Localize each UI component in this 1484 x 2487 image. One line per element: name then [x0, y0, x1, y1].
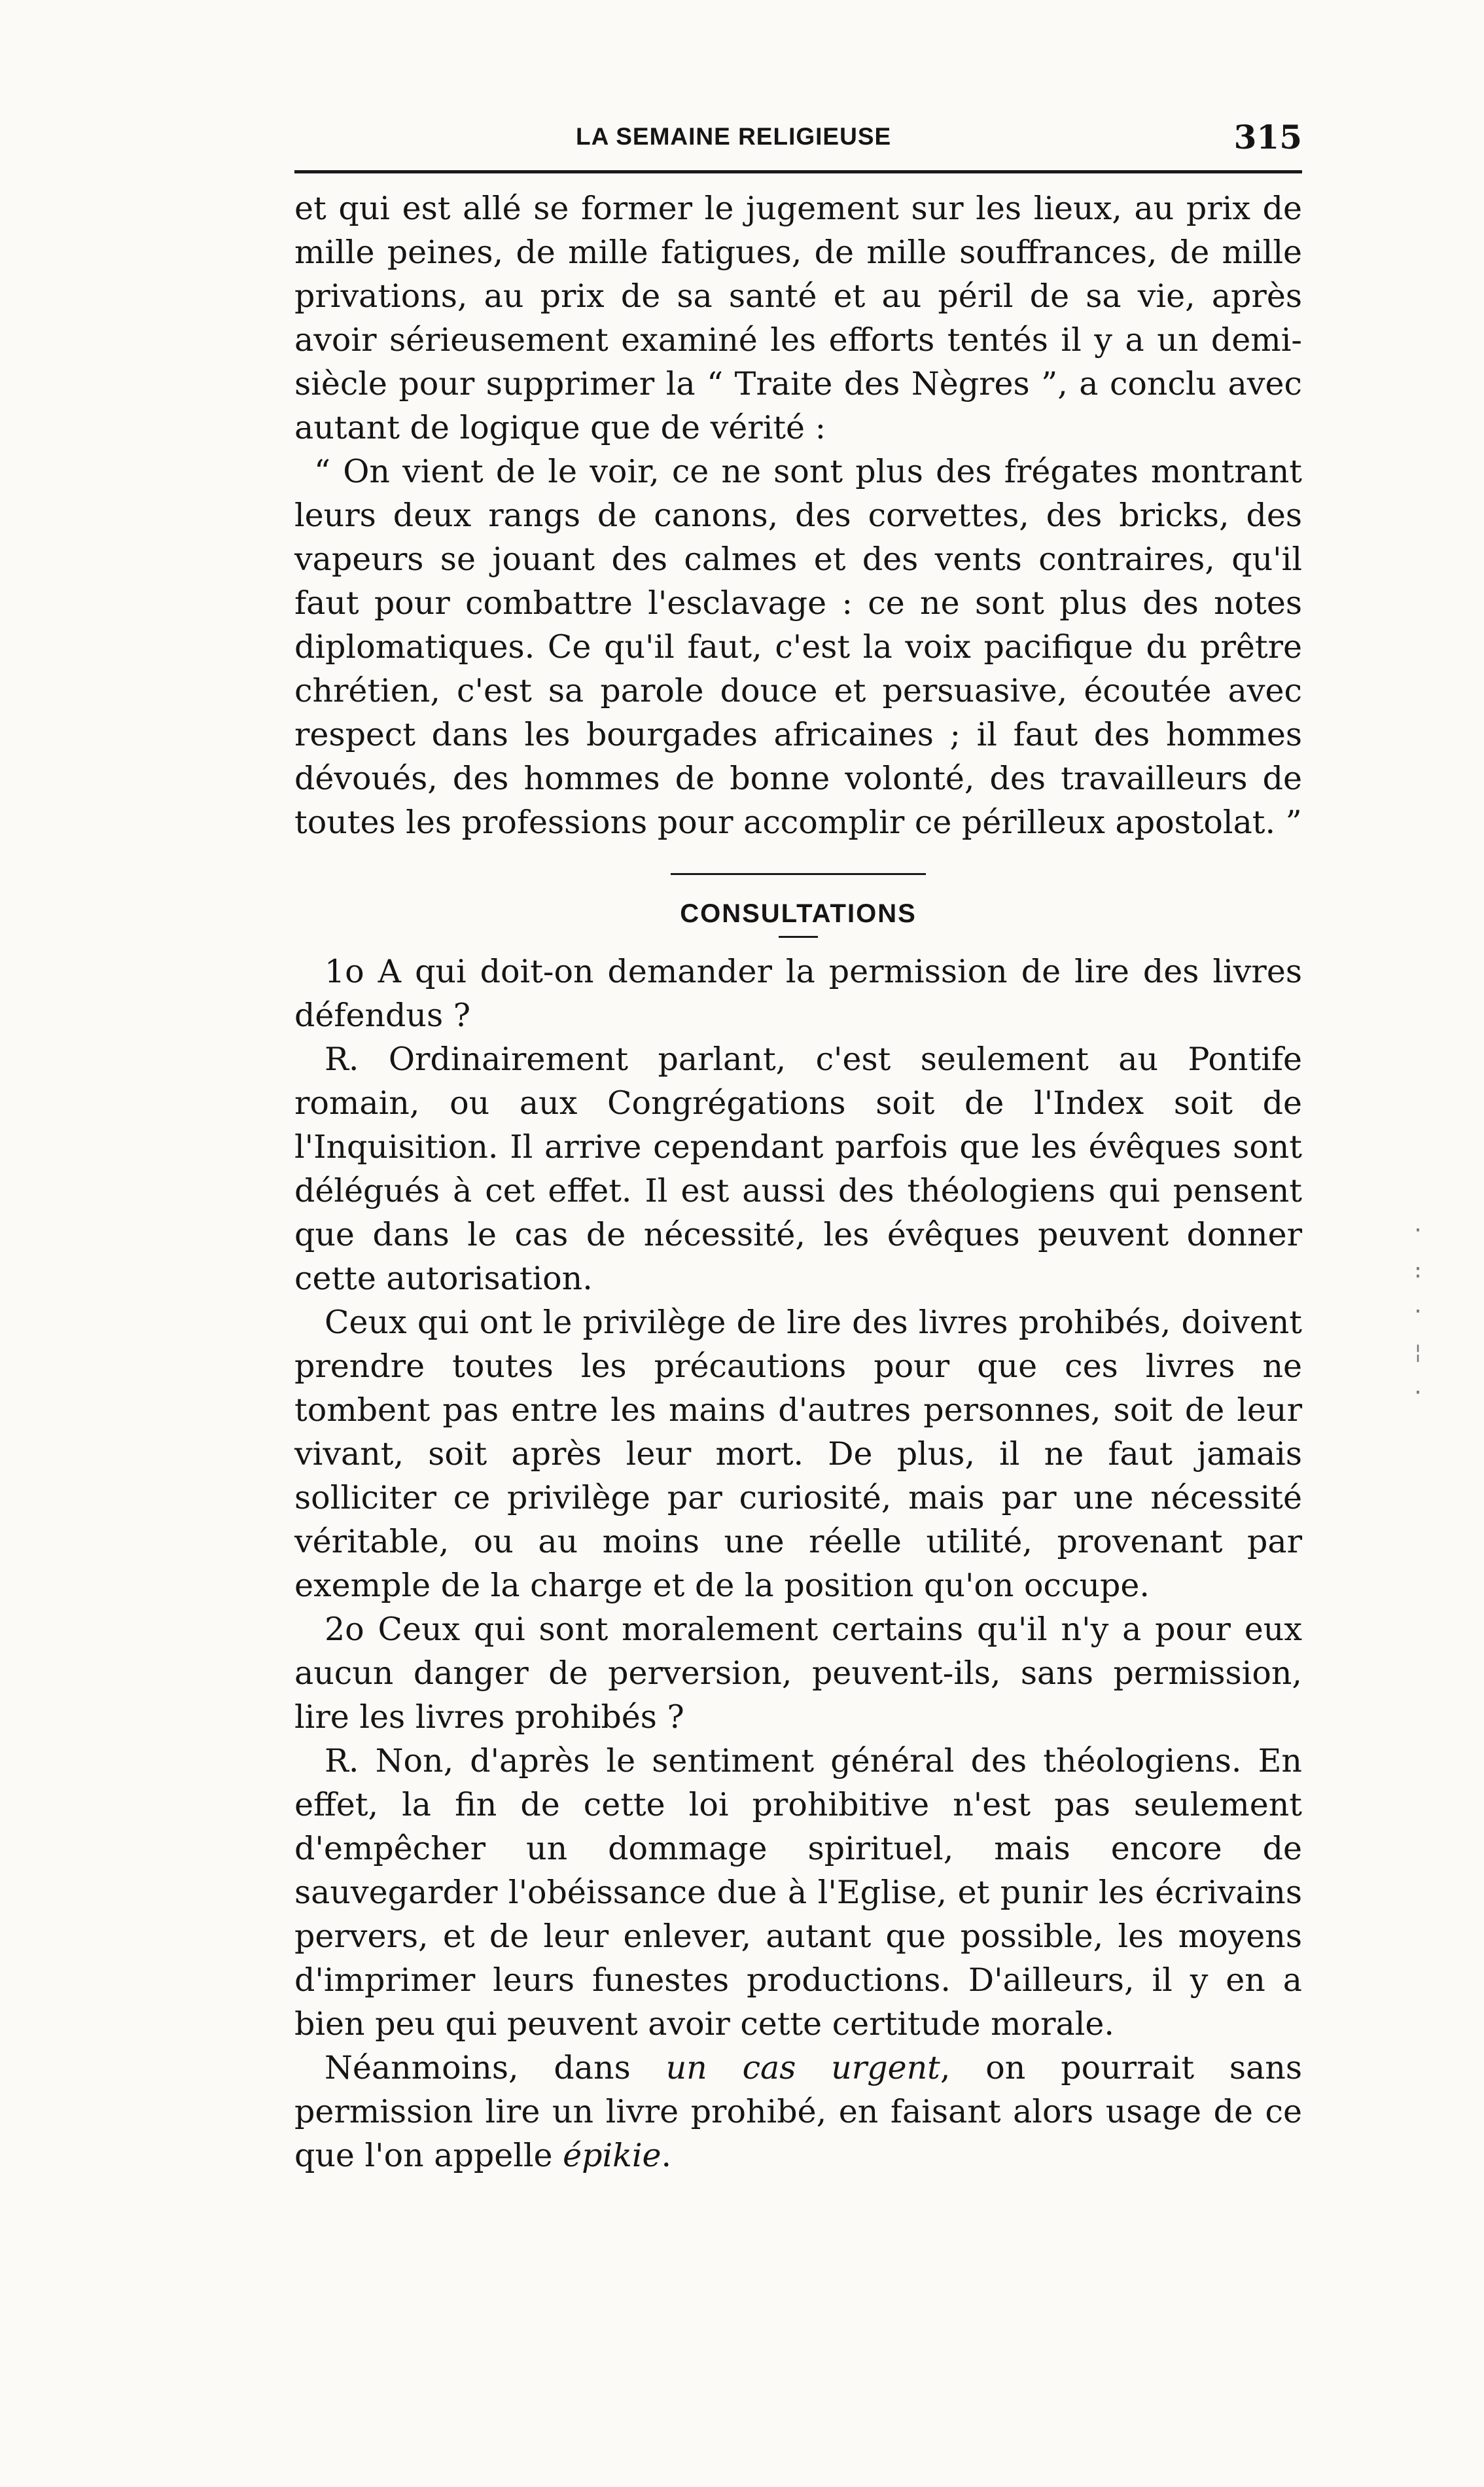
question-2: 2o Ceux qui sont moralement certains qu'il n'y a pour eux aucun danger de perversion, peuvent-ils, sans permission, lire les livres prohibés ? — [294, 1611, 1302, 1736]
running-title: LA SEMAINE RELIGIEUSE — [576, 123, 892, 150]
answer-1: R. Ordinairement parlant, c'est seulement au Pontife romain, ou aux Congrégations soit de l'Index soit de l'Inquisition. Il arrive cependant parfois que les évêques sont délégués à cet effet. Il est aussi des théologiens qui pensent que dans le cas de nécessité, les évêques peuvent donner cette autorisation. — [294, 1041, 1302, 1297]
opening-paragraph: et qui est allé se former le jugement sur les lieux, au prix de mille peines, de mille fatigues, de mille souffrances, de mille privations, au prix de sa santé et au péril de sa vie, après avoir sérieusement examiné les efforts tentés il y a un demi-siècle pour supprimer la “ Traite des Nègres ”, a conclu avec autant de logique que de vérité : — [294, 190, 1302, 446]
emphasis-urgent-case: un cas urgent — [665, 2049, 940, 2086]
section-divider — [671, 873, 926, 875]
body-text — [294, 187, 1302, 2177]
answer-2: R. Non, d'après le sentiment général des théologiens. En effet, la fin de cette loi prohibitive n'est pas seulement d'empêcher un dommage spirituel, mais encore de sauvegarder l'obéissance due à l'Eglise, et punir les écrivains pervers, et de leur enlever, autant que possible, les moyens d'imprimer leurs funestes productions. D'ailleurs, il y en a bien peu qui peuvent avoir cette certitude morale. — [294, 1742, 1302, 2043]
page-number: 315 — [1233, 118, 1302, 156]
section-heading: CONSULTATIONS — [680, 899, 917, 928]
scan-margin-noise — [1412, 1211, 1471, 2487]
quoted-passage: “ On vient de le voir, ce ne sont plus des frégates montrant leurs deux rangs de canons, des corvettes, des bricks, des vapeurs se jouant des calmes et des vents contraires, qu'il faut pour combattre l'esclavage : ce ne sont plus des notes diplomatiques. Ce qu'il faut, c'est la voix pacifique du prêtre chrétien, c'est sa parole douce et persuasive, écoutée avec respect dans les bourgades africaines ; il faut des hommes dévoués, des hommes de bonne volonté, des travailleurs de toutes les professions pour accomplir ce périlleux apostolat. ” — [294, 453, 1302, 841]
margin-mark: ¦ — [1412, 1341, 1424, 1364]
margin-mark: · — [1412, 1219, 1424, 1242]
running-head — [294, 98, 1302, 173]
emphasis-epikie: épikie — [563, 2137, 662, 2174]
answer-1-continued: Ceux qui ont le privilège de lire des livres prohibés, doivent prendre toutes les précautions pour que ces livres ne tombent pas entre les mains d'autres personnes, soit de leur vivant, soit après leur mort. De plus, il ne faut jamais solliciter ce privilège par curiosité, mais par une nécessité véritable, ou au moins une réelle utilité, provenant par exemple de la charge et de la position qu'on occupe. — [294, 1304, 1302, 1604]
question-1: 1o A qui doit-on demander la permission de lire des livres défendus ? — [294, 953, 1302, 1034]
page — [294, 98, 1302, 2177]
margin-mark: · — [1412, 1300, 1424, 1323]
answer-2-continued — [294, 2046, 1302, 2177]
answer-2-text-a: Néanmoins, dans — [325, 2049, 666, 2086]
answer-2-text-b: , on pourrait sans permission lire un livre prohibé, en faisant alors usage de ce que l'on appelle — [294, 2049, 1302, 2174]
answer-2-text-c: . — [661, 2137, 672, 2174]
heading-underline — [779, 936, 818, 938]
margin-mark: : — [1412, 1260, 1424, 1283]
margin-mark: · — [1412, 1382, 1424, 1405]
